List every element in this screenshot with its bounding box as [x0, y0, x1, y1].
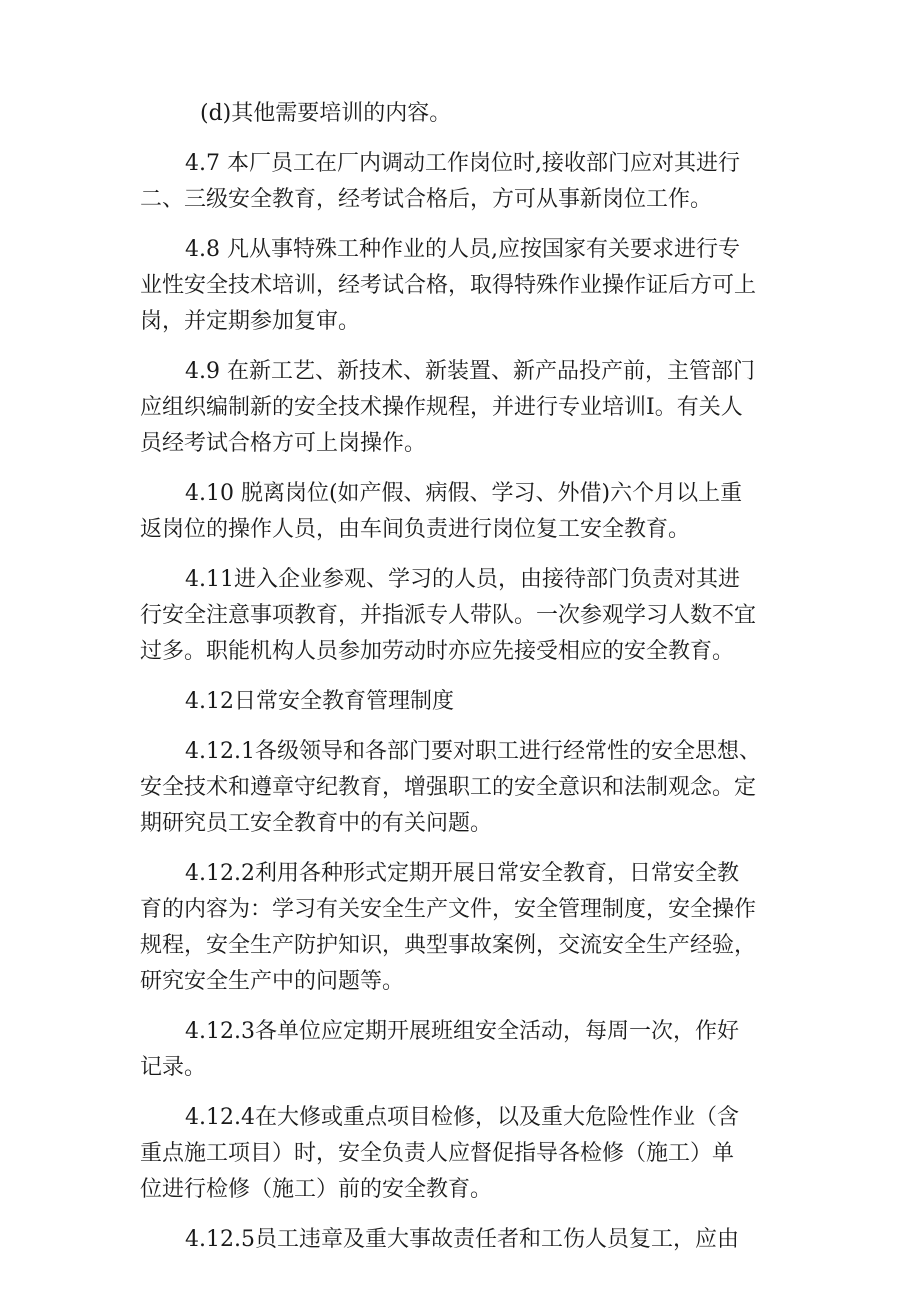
paragraph-4-11: [140, 562, 790, 670]
paragraph-4-12-1: [140, 734, 790, 842]
text-line: 4.9 在新工艺、新技术、新装置、新产品投产前，主管部门: [185, 359, 755, 384]
text-line: 二、三级安全教育，经考试合格后，方可从事新岗位工作。: [140, 187, 713, 212]
text-line: 4.12.3各单位应定期开展班组安全活动，每周一次，作好: [185, 1019, 739, 1044]
paragraph-4-12-3: [140, 1014, 790, 1086]
text-line: 4.12.1各级领导和各部门要对职工进行经常性的安全思想、: [185, 739, 761, 764]
paragraph-4-12-4: [140, 1100, 790, 1208]
paragraph-4-12-5: [140, 1222, 790, 1258]
text-line: 4.12.5员工违章及重大事故责任者和工伤人员复工，应由: [185, 1227, 739, 1252]
text-line: 过多。职能机构人员参加劳动时亦应先接受相应的安全教育。: [140, 639, 735, 664]
paragraph-4-10: [140, 476, 790, 548]
text-line: 重点施工项目）时，安全负责人应督促指导各检修（施工）单: [140, 1141, 735, 1166]
text-line: 行安全注意事项教育，并指派专人带队。一次参观学习人数不宜: [140, 603, 757, 628]
text-line: 业性安全技术培训，经考试合格，取得特殊作业操作证后方可上: [140, 273, 757, 298]
paragraph-4-7: [140, 146, 790, 218]
text-line: 员经考试合格方可上岗操作。: [140, 431, 427, 456]
text-line: 4.12.2利用各种形式定期开展日常安全教育，日常安全教: [185, 861, 739, 886]
text-line: 期研究员工安全教育中的有关问题。: [140, 811, 493, 836]
text-line: 4.11进入企业参观、学习的人员，由接待部门负责对其进: [185, 567, 740, 592]
paragraph-item-d: [140, 96, 790, 132]
text-line: 研究安全生产中的问题等。: [140, 969, 405, 994]
document-body: [140, 96, 790, 1272]
text-line: 4.8 凡从事特殊工种作业的人员,应按国家有关要求进行专: [185, 237, 740, 262]
paragraph-4-9: [140, 354, 790, 462]
text-line: 应组织编制新的安全技术操作规程，并进行专业培训Ⅰ。有关人: [140, 395, 743, 420]
paragraph-4-12-2: [140, 856, 790, 1000]
text-line: 4.10 脱离岗位(如产假、病假、学习、外借)六个月以上重: [185, 481, 743, 506]
text-line: 岗，并定期参加复审。: [140, 309, 361, 334]
text-line: 4.12日常安全教育管理制度: [185, 689, 454, 714]
text-line: 位进行检修（施工）前的安全教育。: [140, 1177, 493, 1202]
text-line: 规程，安全生产防护知识，典型事故案例，交流安全生产经验，: [140, 933, 757, 958]
text-line: 4.7 本厂员工在厂内调动工作岗位时,接收部门应对其进行: [185, 151, 740, 176]
text-line: (d)其他需要培训的内容。: [200, 101, 452, 126]
text-line: 育的内容为：学习有关安全生产文件，安全管理制度，安全操作: [140, 897, 757, 922]
paragraph-4-8: [140, 232, 790, 340]
text-line: 4.12.4在大修或重点项目检修，以及重大危险性作业（含: [185, 1105, 739, 1130]
text-line: 返岗位的操作人员，由车间负责进行岗位复工安全教育。: [140, 517, 691, 542]
section-heading-4-12: [140, 684, 790, 720]
text-line: 记录。: [140, 1055, 207, 1080]
text-line: 安全技术和遵章守纪教育，增强职工的安全意识和法制观念。定: [140, 775, 757, 800]
